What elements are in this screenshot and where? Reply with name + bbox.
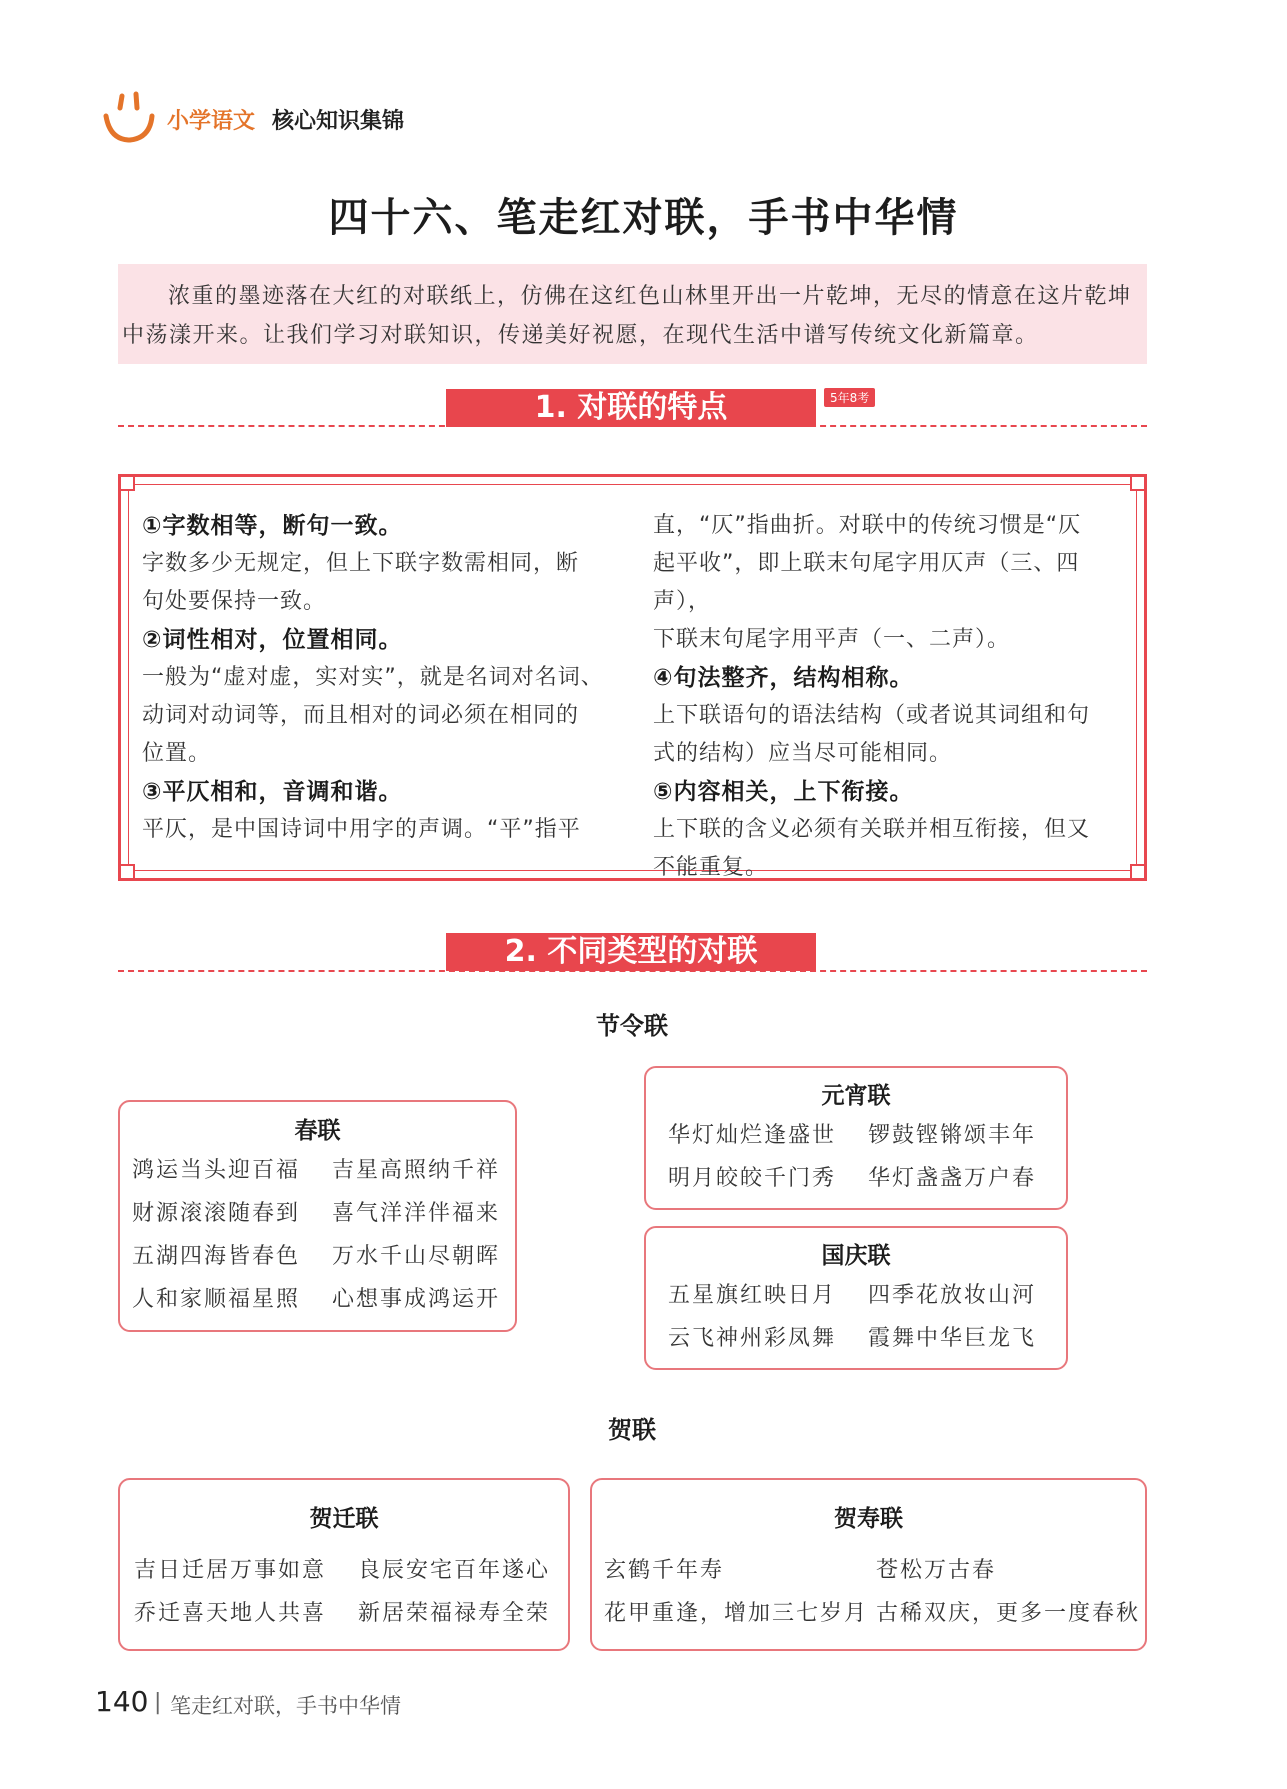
housewarming-couplet-box — [118, 1478, 570, 1651]
box-title: 贺寿联 — [834, 1506, 903, 1532]
couplet-upper: 乔迁喜天地人共喜 — [134, 1601, 327, 1626]
book-title: 核心知识集锦 — [272, 109, 405, 134]
feature-line: 上下联的含义必须有关联并相互衔接，但又 — [653, 817, 1091, 842]
couplet-lower: 心想事成鸿运开 — [332, 1287, 501, 1312]
congratulation-couplets-heading: 贺联 — [608, 1416, 656, 1444]
feature-line: 动词对动词等，而且相对的词必须在相同的 — [142, 703, 580, 728]
couplet-lower: 新居荣福禄寿全荣 — [358, 1601, 551, 1626]
feature-line: 句处要保持一致。 — [142, 589, 327, 614]
intro-box — [118, 264, 1147, 364]
birthday-couplet-box — [590, 1478, 1147, 1651]
features-right-column — [653, 507, 1133, 887]
couplet-upper: 明月皎皎千门秀 — [668, 1166, 837, 1191]
exam-badge: 5年8考 — [824, 388, 875, 407]
couplet-lower: 吉星高照纳千祥 — [332, 1158, 501, 1183]
couplet-upper: 人和家顺福星照 — [132, 1287, 301, 1312]
couplet-upper: 花甲重逢，增加三七岁月 — [604, 1601, 869, 1626]
section1-heading: 1. 对联的特点 — [446, 389, 816, 427]
feature-line: 直，“仄”指曲折。对联中的传统习惯是“仄 — [653, 513, 1082, 538]
feature-heading: ⑤内容相关，上下衔接。 — [653, 779, 914, 805]
box-title: 贺迁联 — [309, 1506, 379, 1532]
footer-chapter-title: 笔走红对联，手书中华情 — [170, 1694, 401, 1718]
spring-couplet-box — [118, 1100, 517, 1332]
couplet-upper: 鸿运当头迎百福 — [132, 1158, 301, 1183]
couplet-upper: 玄鹤千年寿 — [604, 1558, 725, 1583]
feature-line: 一般为“虚对虚，实对实”，就是名词对名词、 — [142, 665, 604, 690]
couplet-upper: 五星旗红映日月 — [668, 1283, 837, 1308]
feature-heading: ①字数相等，断句一致。 — [142, 513, 403, 539]
lantern-couplet-box — [644, 1066, 1068, 1210]
feature-line: 不能重复。 — [653, 855, 769, 880]
feature-line: 下联末句尾字用平声（一、二声）。 — [653, 627, 1011, 652]
feature-line: 字数多少无规定，但上下联字数需相同，断 — [142, 551, 580, 576]
couplet-lower: 四季花放妆山河 — [868, 1283, 1037, 1308]
couplet-lower: 古稀双庆，更多一度春秋 — [876, 1601, 1141, 1626]
subject-label: 小学语文 — [167, 109, 256, 134]
feature-heading: ②词性相对，位置相同。 — [142, 627, 403, 653]
intro-text: 浓重的墨迹落在大红的对联纸上，仿佛在这红色山林里开出一片乾坤，无尽的情意在这片乾坤中荡漾开来。让我们学习对联知识，传递美好祝愿，在现代生活中谱写传统文化新篇章。 — [122, 284, 1132, 348]
couplet-upper: 财源滚滚随春到 — [132, 1201, 301, 1226]
page-number: 140 — [95, 1685, 149, 1718]
feature-line: 平仄，是中国诗词中用字的声调。“平”指平 — [142, 817, 581, 842]
couplet-lower: 喜气洋洋伴福来 — [332, 1201, 501, 1226]
couplet-lower: 良辰安宅百年遂心 — [358, 1558, 551, 1583]
smiley-icon — [100, 88, 158, 146]
couplet-upper: 云飞神州彩凤舞 — [668, 1326, 837, 1351]
feature-line: 上下联语句的语法结构（或者说其词组和句 — [653, 703, 1091, 728]
feature-line: 式的结构）应当尽可能相同。 — [653, 741, 953, 766]
feature-line: 位置。 — [142, 741, 212, 766]
frame-corner — [1130, 475, 1146, 491]
feature-heading: ④句法整齐，结构相称。 — [653, 665, 914, 691]
couplet-lower: 苍松万古春 — [876, 1558, 997, 1583]
couplet-upper: 吉日迁居万事如意 — [134, 1558, 327, 1583]
frame-corner — [119, 864, 135, 880]
frame-corner — [119, 475, 135, 491]
section2-heading: 2. 不同类型的对联 — [446, 933, 816, 971]
couplet-upper: 华灯灿烂逢盛世 — [668, 1123, 837, 1148]
feature-line: 起平收”，即上联末句尾字用仄声（三、四声）， — [653, 551, 1080, 614]
footer-separator: | — [154, 1690, 162, 1715]
festival-couplets-heading: 节令联 — [596, 1012, 668, 1040]
couplet-lower: 华灯盏盏万户春 — [868, 1166, 1037, 1191]
couplet-lower: 万水千山尽朝晖 — [332, 1244, 501, 1269]
couplet-upper: 五湖四海皆春色 — [132, 1244, 301, 1269]
national-day-couplet-box — [644, 1226, 1068, 1370]
couplet-lower: 霞舞中华巨龙飞 — [868, 1326, 1037, 1351]
box-title: 春联 — [294, 1118, 341, 1144]
page-title: 四十六、笔走红对联，手书中华情 — [328, 195, 959, 241]
feature-heading: ③平仄相和，音调和谐。 — [142, 779, 403, 805]
box-title: 元宵联 — [821, 1083, 891, 1109]
box-title: 国庆联 — [821, 1243, 891, 1269]
couplet-lower: 锣鼓铿锵颂丰年 — [868, 1123, 1037, 1148]
features-left-column — [142, 507, 622, 849]
